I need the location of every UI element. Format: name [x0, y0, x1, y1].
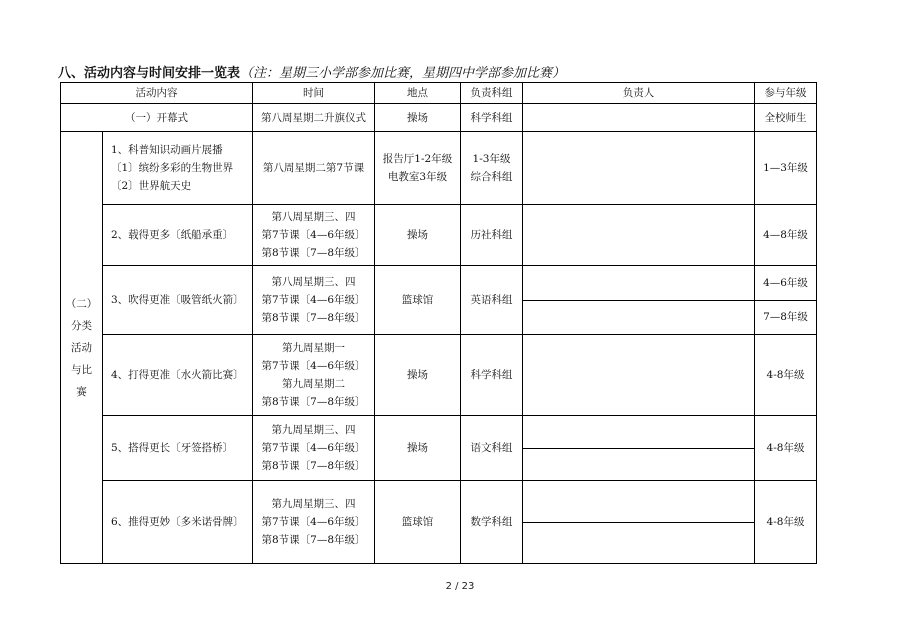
category-cell: [61, 132, 103, 564]
table-row: [61, 205, 817, 266]
activity-person: [523, 335, 755, 416]
activity-grade: 1—3年级: [755, 132, 817, 205]
activity-content: 4、打得更准〔水火箭比赛〕: [103, 335, 253, 416]
activity-group: 语文科组: [461, 416, 523, 481]
header-cell: 活动内容: [61, 83, 253, 104]
category-line: 赛: [76, 385, 87, 398]
time-line: 第8节课〔7—8年级〕: [261, 247, 366, 259]
time-line: 第7节课〔4—6年级〕: [261, 360, 366, 372]
table-row: [61, 416, 817, 481]
activity-line: 〔2〕世界航天史: [111, 180, 192, 192]
person-slot: [523, 266, 754, 301]
person-slot: [523, 301, 754, 335]
activity-grade: [755, 266, 817, 335]
time-line: 第八周星期三、四: [271, 276, 356, 288]
activity-person: [523, 481, 755, 564]
category-line: 活动: [71, 341, 92, 354]
activity-time: [253, 205, 375, 266]
activity-content: 6、推得更妙〔多米诺骨牌〕: [103, 481, 253, 564]
activity-content: 5、搭得更长〔牙签搭桥〕: [103, 416, 253, 481]
activity-person: [523, 205, 755, 266]
time-line: 第八周星期三、四: [271, 211, 356, 223]
activity-place: 篮球馆: [375, 266, 461, 335]
activity-line: 〔1〕缤纷多彩的生物世界: [111, 162, 234, 174]
table-row: [61, 132, 817, 205]
time-line: 第九周星期三、四: [271, 424, 356, 436]
time-line: 第7节课〔4—6年级〕: [261, 442, 366, 454]
category-line: 与比: [71, 363, 92, 376]
person-slot: [523, 523, 754, 564]
opening-place: 操场: [375, 104, 461, 132]
person-slot: [523, 416, 754, 449]
activity-time: [253, 132, 375, 205]
activity-grade: 4-8年级: [755, 335, 817, 416]
activity-person: [523, 132, 755, 205]
activity-content: 2、载得更多〔纸船承重〕: [103, 205, 253, 266]
activity-time: [253, 416, 375, 481]
time-line: 第八周星期二第7节课: [262, 162, 365, 174]
activity-person: [523, 416, 755, 481]
section-title: 八、活动内容与时间安排一览表: [58, 66, 241, 81]
activity-time: [253, 266, 375, 335]
time-line: 第8节课〔7—8年级〕: [261, 460, 366, 472]
opening-grade: 全校师生: [755, 104, 817, 132]
group-line: 综合科组: [470, 171, 513, 183]
activity-grade: 4—8年级: [755, 205, 817, 266]
activity-person: [523, 266, 755, 335]
opening-time: 第八周星期二升旗仪式: [253, 104, 375, 132]
time-line: 第九周星期一: [282, 342, 345, 354]
opening-group: 科学科组: [461, 104, 523, 132]
opening-content: （一）开幕式: [61, 104, 253, 132]
time-line: 第九周星期三、四: [271, 498, 356, 510]
activity-grade: 4-8年级: [755, 416, 817, 481]
activity-place: [375, 132, 461, 205]
activity-content: 3、吹得更准〔吸管纸火箭〕: [103, 266, 253, 335]
table-row: [61, 481, 817, 564]
grade-slot: 7—8年级: [763, 311, 808, 324]
activity-group: 数学科组: [461, 481, 523, 564]
opening-row: [61, 104, 817, 132]
time-line: 第7节课〔4—6年级〕: [261, 294, 366, 306]
activity-group: 历社科组: [461, 205, 523, 266]
table-row: [61, 266, 817, 335]
category-line: 分类: [71, 319, 92, 332]
header-cell: 负责人: [523, 83, 755, 104]
activity-group: 英语科组: [461, 266, 523, 335]
category-line: （二）: [65, 297, 98, 310]
header-cell: 时间: [253, 83, 375, 104]
grade-slot: 4—6年级: [755, 266, 816, 301]
opening-person: [523, 104, 755, 132]
activity-line: 1、科普知识动画片展播: [111, 144, 223, 156]
section-heading: [58, 62, 565, 81]
activity-content: [103, 132, 253, 205]
activity-place: 操场: [375, 416, 461, 481]
time-line: 第7节课〔4—6年级〕: [261, 516, 366, 528]
activity-place: 操场: [375, 335, 461, 416]
activity-place: 操场: [375, 205, 461, 266]
header-cell: 地点: [375, 83, 461, 104]
header-row: [61, 83, 817, 104]
header-cell: 参与年级: [755, 83, 817, 104]
time-line: 第九周星期二: [282, 378, 345, 390]
group-line: 1-3年级: [472, 153, 511, 165]
activity-group: 科学科组: [461, 335, 523, 416]
time-line: 第8节课〔7—8年级〕: [261, 534, 366, 546]
place-line: 报告厅1-2年级: [382, 153, 453, 165]
table-row: [61, 335, 817, 416]
schedule-table: [60, 82, 817, 564]
person-slot: [523, 449, 754, 481]
header-cell: 负责科组: [461, 83, 523, 104]
place-line: 电教室3年级: [387, 171, 448, 183]
page-number: 2 / 23: [445, 581, 475, 592]
activity-time: [253, 335, 375, 416]
activity-grade: 4-8年级: [755, 481, 817, 564]
activity-place: 篮球馆: [375, 481, 461, 564]
person-slot: [523, 481, 754, 523]
time-line: 第7节课〔4—6年级〕: [261, 229, 366, 241]
activity-time: [253, 481, 375, 564]
time-line: 第8节课〔7—8年级〕: [261, 396, 366, 408]
time-line: 第8节课〔7—8年级〕: [261, 312, 366, 324]
activity-group: [461, 132, 523, 205]
section-note: （注：星期三小学部参加比赛，星期四中学部参加比赛）: [240, 66, 566, 81]
